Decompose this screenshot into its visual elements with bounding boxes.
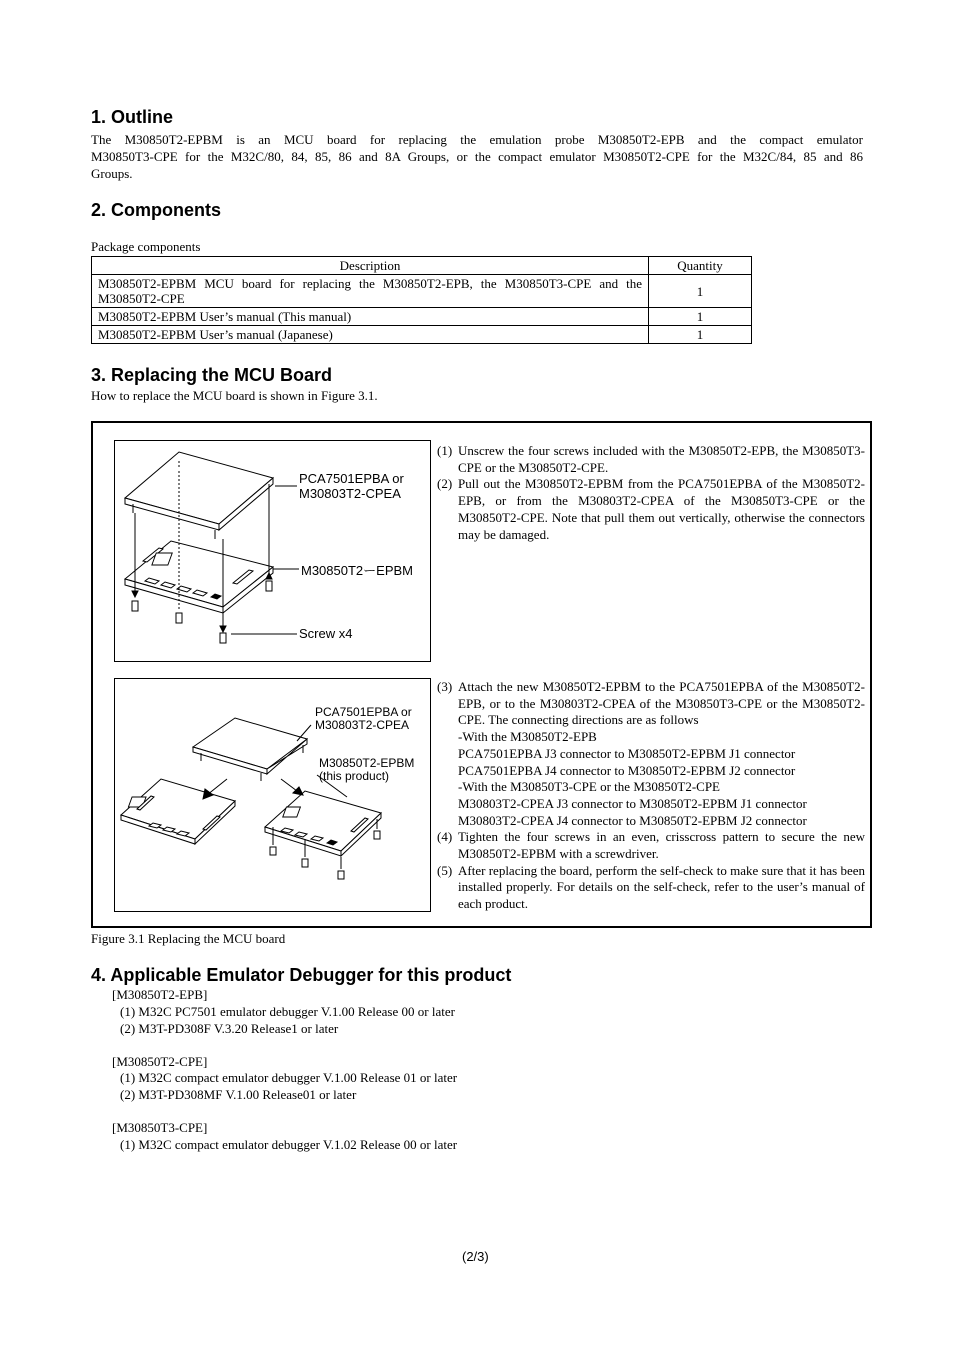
figure-frame xyxy=(91,421,872,928)
header-quantity: Quantity xyxy=(649,257,752,275)
row-description: M30850T2-EPBM MCU board for replacing the M30850T2-EPB, the M30850T3-CPE and the M30850T2-CPE xyxy=(92,275,649,308)
steps-remove xyxy=(437,443,865,543)
step-3-line: PCA7501EPBA J4 connector to M30850T2-EPBM J2 connector xyxy=(458,762,796,778)
emulator-group-name: [M30850T2-EPB] xyxy=(112,987,208,1002)
label-pca-line2: M30803T2-CPEA xyxy=(315,718,410,732)
row-quantity: 1 xyxy=(649,326,752,344)
emulator-item: (1) M32C PC7501 emulator debugger V.1.00 Release 00 or later xyxy=(120,1004,455,1019)
replacing-intro: How to replace the MCU board is shown in Figure 3.1. xyxy=(91,388,378,403)
step-4 xyxy=(437,829,865,862)
step-2 xyxy=(437,476,865,543)
emulator-item: (2) M3T-PD308F V.3.20 Release1 or later xyxy=(120,1021,339,1036)
emulator-item: (2) M3T-PD308MF V.1.00 Release01 or later xyxy=(120,1087,357,1102)
components-caption: Package components xyxy=(91,239,201,254)
emulator-item: (1) M32C compact emulator debugger V.1.00 Release 01 or later xyxy=(120,1070,458,1085)
label-screw: Screw x4 xyxy=(299,626,353,641)
emulator-group-name: [M30850T3-CPE] xyxy=(112,1120,208,1135)
outline-line-2: M30850T3-CPE for the M32C/80, 84, 85, 86 and 8A Groups, or the compact emulator M30850T2-CPE for the M32C/84, 85 and 86 xyxy=(91,149,863,164)
steps-attach xyxy=(437,679,865,913)
components-table xyxy=(91,256,752,344)
pca-board-shape xyxy=(125,452,273,524)
step-number: (5) xyxy=(437,862,453,878)
step-text: Attach the new M30850T2-EPBM to the PCA7501EPBA of the M30850T2-EPB, or to the M30803T2-CPEA of the M30850T3-CPE or the M30850T2-CPE. The connecting directions are as follows xyxy=(458,679,865,728)
emulator-item: (1) M32C compact emulator debugger V.1.02 Release 00 or later xyxy=(120,1137,458,1152)
header-description: Description xyxy=(92,257,649,275)
step-1 xyxy=(437,443,865,476)
outline-line-1: The M30850T2-EPBM is an MCU board for replacing the emulation probe M30850T2-EPB and the compact emulator xyxy=(91,132,863,147)
step-number: (4) xyxy=(437,829,453,845)
row-quantity: 1 xyxy=(649,308,752,326)
label-board-line2: (this product) xyxy=(319,769,390,783)
label-pca-line1: PCA7501EPBA or xyxy=(299,471,404,486)
step-text: After replacing the board, perform the self-check to make sure that it has been installed properly. For details on the self-check, refer to the user’s manual of each product. xyxy=(458,862,865,912)
figure-caption: Figure 3.1 Replacing the MCU board xyxy=(91,931,286,946)
label-pca-line1: PCA7501EPBA or xyxy=(315,705,412,719)
step-number: (3) xyxy=(437,679,453,694)
outline-line-3: Groups. xyxy=(91,166,133,181)
step-text: Tighten the four screws in an even, crisscross pattern to secure the new M30850T2-EPBM with a screwdriver. xyxy=(458,829,865,862)
epbm-board-shape xyxy=(125,541,273,607)
step-text: Unscrew the four screws included with the M30850T2-EPB, the M30850T3-CPE or the M30850T2-CPE. xyxy=(458,443,865,475)
section-title-replacing: 3. Replacing the MCU Board xyxy=(91,365,333,385)
step-3-line: -With the M30850T3-CPE or the M30850T2-CPE xyxy=(458,779,720,795)
row-quantity: 1 xyxy=(649,275,752,308)
section-title-emulator: 4. Applicable Emulator Debugger for this product xyxy=(91,965,512,985)
row-description: M30850T2-EPBM User’s manual (Japanese) xyxy=(92,326,649,344)
label-board: M30850T2ーEPBM xyxy=(301,563,413,578)
step-number: (2) xyxy=(437,476,453,492)
page-number: (2/3) xyxy=(462,1249,489,1264)
step-3-line: M30803T2-CPEA J3 connector to M30850T2-EPBM J1 connector xyxy=(458,795,807,811)
emulator-group-name: [M30850T2-CPE] xyxy=(112,1054,208,1069)
table-header-row xyxy=(92,257,752,275)
step-text: Pull out the M30850T2-EPBM from the PCA7501EPBA of the M30850T2-EPB, or from the M30803T2-CPEA of the M30850T3-CPE or the M30850T2-CPE. Note that pull them out vertically, otherwise the connectors may be damaged. xyxy=(458,476,865,542)
label-pca-line2: M30803T2-CPEA xyxy=(299,486,401,501)
figure-attach-board xyxy=(114,678,431,912)
table-row xyxy=(92,326,752,344)
section-title-components: 2. Components xyxy=(91,200,222,220)
step-3 xyxy=(437,679,865,829)
table-row xyxy=(92,308,752,326)
step-3-line: M30803T2-CPEA J4 connector to M30850T2-EPBM J2 connector xyxy=(458,812,807,828)
row-description: M30850T2-EPBM User’s manual (This manual) xyxy=(92,308,649,326)
label-board-line1: M30850T2-EPBM xyxy=(319,756,415,770)
table-row xyxy=(92,275,752,308)
figure-remove-board xyxy=(114,440,431,662)
step-5 xyxy=(437,863,865,913)
step-3-line: -With the M30850T2-EPB xyxy=(458,729,597,745)
step-number: (1) xyxy=(437,443,453,458)
step-3-line: PCA7501EPBA J3 connector to M30850T2-EPBM J1 connector xyxy=(458,745,796,761)
section-title-outline: 1. Outline xyxy=(91,107,174,127)
